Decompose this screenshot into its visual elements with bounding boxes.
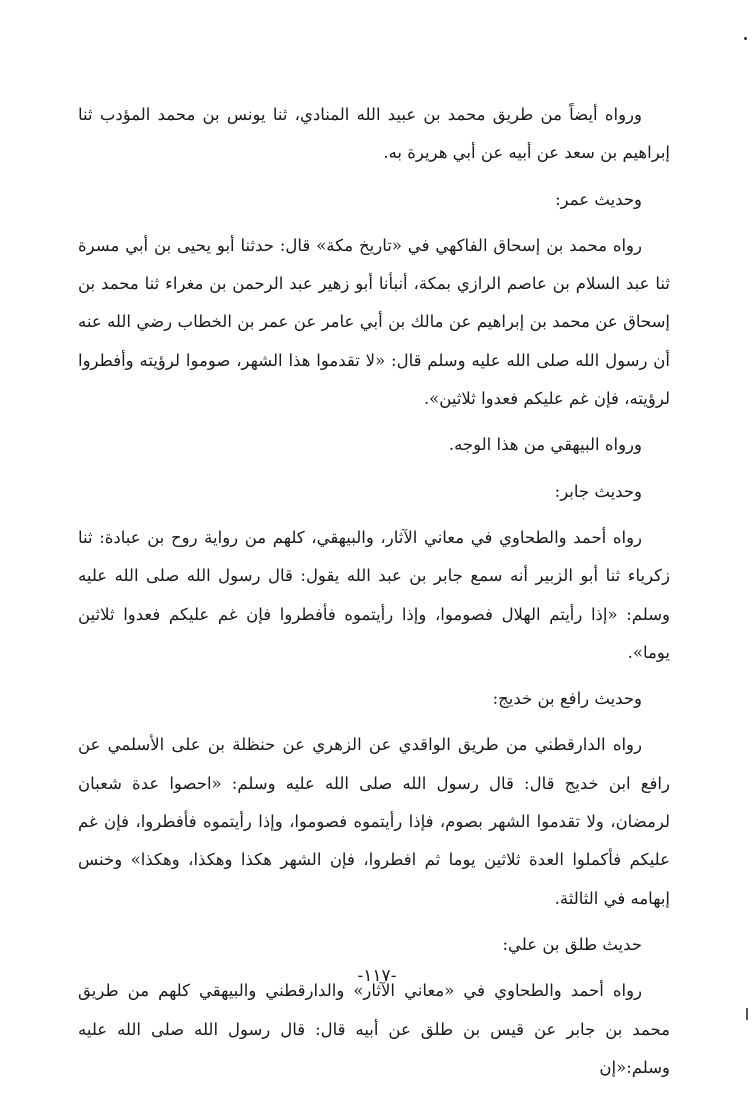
body-text (78, 96, 670, 1095)
paragraph-umar-hadith: رواه محمد بن إسحاق الفاكهي في «تاريخ مكة» قال: حدثنا أبو يحيى بن أبي مسرة ثنا عبد السلام بن عاصم الرازي بمكة، أنبأنا أبو زهير عبد الرحمن بن مغراء ثنا محمد بن إسحاق عن محمد بن إبراهيم عن مالك بن أبي عامر عن عمر بن الخطاب رضي الله عنه أن رسول الله صلى الله عليه وسلم قال: «لا تقدموا هذا الشهر، صوموا لرؤيته وأفطروا لرؤيته، فإن غم عليكم فعدوا ثلاثين». (78, 235, 670, 409)
heading-rafi-hadith: وحديث رافع بن خديج: (492, 689, 642, 709)
paragraph-abu-hurayra-chain: ورواه أيضاً من طريق محمد بن عبيد الله المنادي، ثنا يونس بن محمد المؤدب ثنا إبراهيم بن سعد عن أبيه عن أبي هريرة به. (78, 105, 670, 163)
heading-talq-hadith: حديث طلق بن علي: (502, 934, 642, 954)
scan-speck (744, 37, 747, 40)
paragraph-rafi-hadith: رواه الدارقطني من طريق الواقدي عن الزهري عن حنظلة بن على الأسلمي عن رافع ابن خديج قال: قال رسول الله صلى الله عليه وسلم: «احصوا عدة شعبان لرمضان، ولا تقدموا الشهر بصوم، فإذا رأيتموه فصوموا، وإذا رأيتموه فأفطروا، فإن غم عليكم فأكملوا العدة ثلاثين يوما ثم افطروا، فإن الشهر هكذا وهكذا، وهكذا» وخنس إبهامه في الثالثة. (78, 735, 670, 908)
heading-jabir-hadith: وحديث جابر: (554, 481, 642, 501)
heading-umar-hadith: وحديث عمر: (555, 189, 642, 209)
paragraph-jabir-hadith: رواه أحمد والطحاوي في معاني الآثار، والبيهقي، كلهم من رواية روح بن عبادة: ثنا زكرياء ثنا أبو الزبير أنه سمع جابر بن عبد الله يقول: قال رسول الله صلى الله عليه وسلم: «إذا رأيتم الهلال فصوموا، وإذا رأيتموه فأفطروا فإن غم عليكم فعدوا ثلاثين يوما». (78, 527, 670, 662)
scan-edge-mark (746, 1008, 748, 1020)
paragraph-talq-hadith: رواه أحمد والطحاوي في «معاني الآثار» والدارقطني والبيهقي كلهم من طريق محمد بن جابر عن قيس بن طلق عن أبيه قال: قال رسول الله صلى الله عليه وسلم:«إن (78, 981, 670, 1077)
paragraph-bayhaqi-note: ورواه البيهقي من هذا الوجه. (448, 435, 642, 455)
page-number: -١١٧- (357, 966, 397, 986)
